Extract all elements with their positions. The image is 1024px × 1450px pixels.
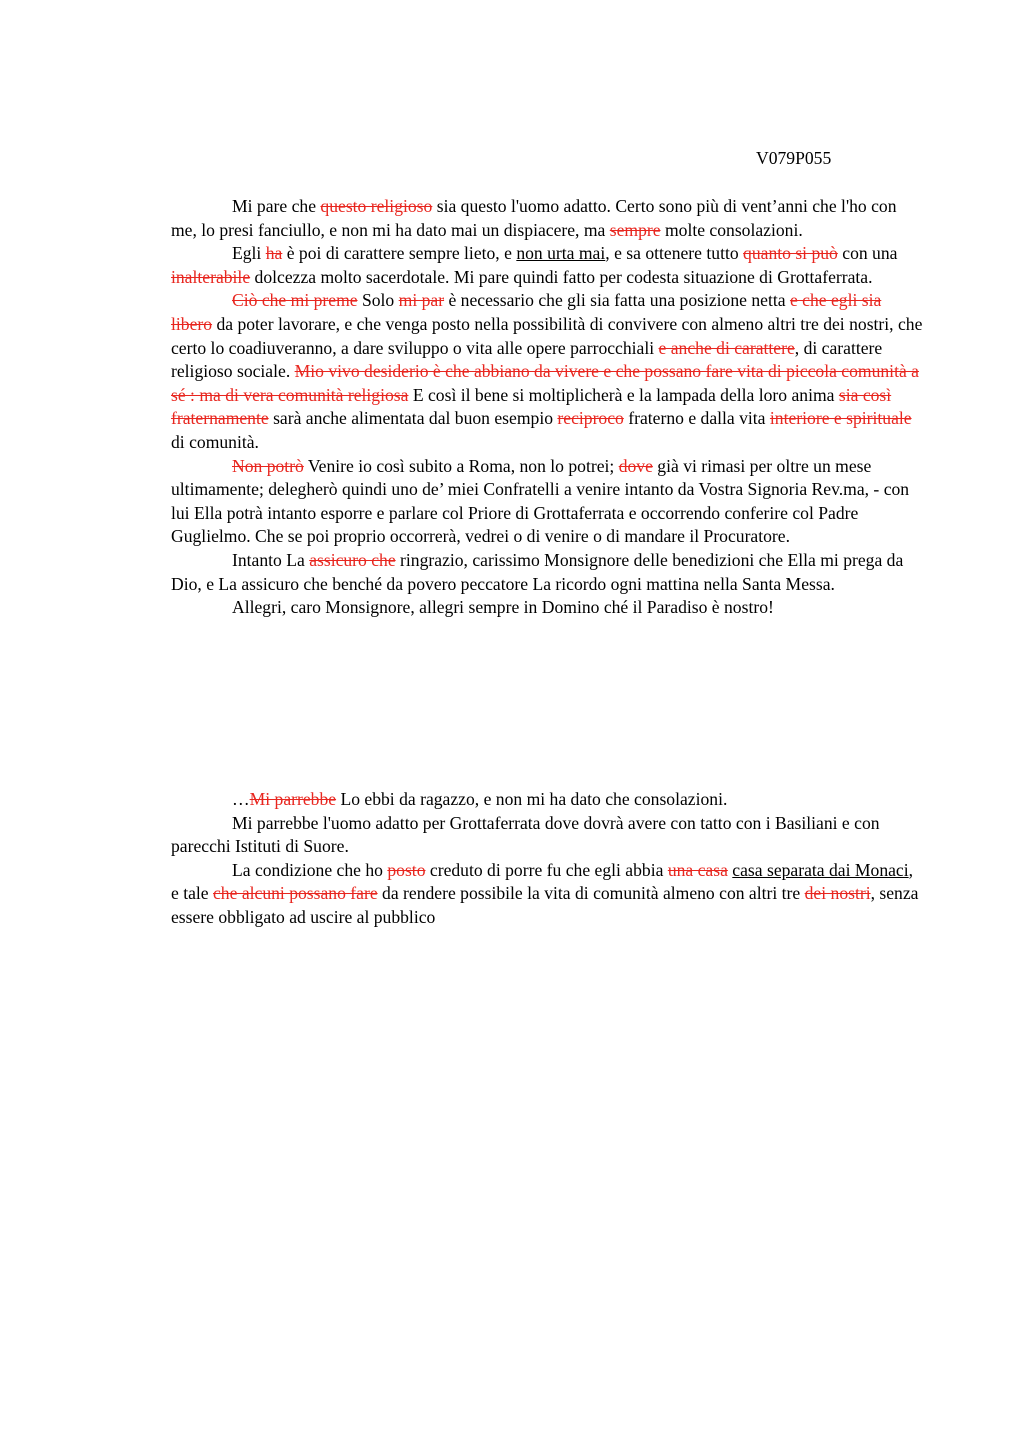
text-run: La condizione che ho xyxy=(232,859,388,880)
deleted-text: e che egli sia libero xyxy=(171,290,882,334)
text-run: è necessario che gli sia fatta una posizione netta xyxy=(444,290,790,311)
text-run: già vi rimasi per oltre un mese ultimamente; delegherò quindi uno de’ miei Confratelli a venire intanto da Vostra Signoria Rev.ma, - con lui Ella potrà intanto esporre e parlare col Priore di Grottaferrata e occorrendo conferire col Padre Guglielmo. Che se poi proprio occorrerà, vedrei o di venire o di mandare il Procuratore. xyxy=(171,455,910,547)
deleted-text: assicuro che xyxy=(309,549,396,570)
deleted-text: interiore e spirituale xyxy=(769,408,912,429)
deleted-text: inalterabile xyxy=(171,266,251,287)
text-run: , e sa ottenere tutto xyxy=(605,243,744,264)
text-run: , di carattere religioso sociale. xyxy=(171,337,883,382)
text-run: da rendere possibile la vita di comunità almeno con altri tre xyxy=(377,883,805,904)
deleted-text: che alcuni possano fare xyxy=(213,883,378,904)
text-run: Intanto La xyxy=(232,549,310,570)
deleted-text: quanto si può xyxy=(743,243,838,264)
deleted-text: Ciò che mi preme xyxy=(232,290,358,311)
text-run: , e tale xyxy=(171,859,914,904)
paragraph xyxy=(171,812,923,859)
paragraph xyxy=(171,242,923,289)
text-run: fraterno e dalla vita xyxy=(623,408,770,429)
paragraph xyxy=(171,289,923,454)
text-run: di comunità. xyxy=(171,431,259,452)
text-run: ringrazio, carissimo Monsignore delle benedizioni che Ella mi prega da Dio, e La assicuro che benché da povero peccatore La ricordo ogni mattina nella Santa Messa. xyxy=(171,549,904,594)
paragraph xyxy=(171,549,923,596)
text-run: molte consolazioni. xyxy=(660,219,803,240)
text-run: Venire io così subito a Roma, non lo potrei; xyxy=(303,455,619,476)
draft-fragment xyxy=(171,788,923,930)
deleted-text: Non potrò xyxy=(232,455,304,476)
deleted-text: dei nostri xyxy=(804,883,871,904)
text-run: è poi di carattere sempre lieto, e xyxy=(282,243,517,264)
deleted-text: Mi parrebbe xyxy=(249,789,337,809)
text-run: dolcezza molto sacerdotale. Mi pare quindi fatto per codesta situazione di Grottaferrata. xyxy=(250,266,873,287)
deleted-text: Mio vivo desiderio è che abbiano da vivere e che possano fare vita di piccola comunità a sé : ma di vera comunità religiosa xyxy=(171,361,919,405)
document-id: V079P055 xyxy=(756,148,832,168)
text-run: Mi pare che xyxy=(232,196,321,216)
deleted-text: e anche di carattere xyxy=(658,337,795,358)
text-run: Solo xyxy=(357,290,399,311)
text-run: E così il bene si moltiplicherà e la lampada della loro anima xyxy=(408,384,839,405)
text-run: , senza essere obbligato ad uscire al pubblico xyxy=(171,883,919,927)
deleted-text: reciproco xyxy=(557,408,624,429)
text-run: creduto di porre fu che egli abbia xyxy=(425,859,668,880)
paragraph xyxy=(171,788,923,812)
text-run: sarà anche alimentata dal buon esempio xyxy=(268,408,558,429)
deleted-text: questo religioso xyxy=(320,196,433,216)
text-run: … xyxy=(232,789,250,809)
text-run: Lo ebbi da ragazzo, e non mi ha dato che consolazioni. xyxy=(336,789,728,809)
deleted-text: sempre xyxy=(609,219,661,240)
text-run: Egli xyxy=(232,243,266,264)
deleted-text: sia così fraternamente xyxy=(171,384,892,429)
deleted-text: mi par xyxy=(398,290,445,311)
text-run: con una xyxy=(837,243,898,264)
underlined-text: casa separata dai Monaci xyxy=(732,859,909,880)
paragraph xyxy=(171,455,923,549)
paragraph xyxy=(171,859,923,930)
underlined-text: non urta mai xyxy=(516,243,606,264)
deleted-text: una casa xyxy=(667,859,728,880)
text-run: sia questo l'uomo adatto. Certo sono più di vent’anni che l'ho con me, lo presi fanciullo, e non mi ha dato mai un dispiacere, ma xyxy=(171,196,897,240)
deleted-text: posto xyxy=(387,859,426,880)
deleted-text: ha xyxy=(265,243,283,264)
text-run: Allegri, caro Monsignore, allegri sempre in Domino ché il Paradiso è nostro! xyxy=(232,597,774,618)
text-run: da poter lavorare, e che venga posto nella possibilità di convivere con almeno altri tre dei nostri, che certo lo coadiuveranno, a dare sviluppo o vita alle opere parrocchiali xyxy=(171,313,923,358)
text-run: Mi parrebbe l'uomo adatto per Grottaferrata dove dovrà avere con tatto con i Basiliani e con parecchi Istituti di Suore. xyxy=(171,812,880,857)
letter-body xyxy=(171,195,923,620)
deleted-text: dove xyxy=(618,455,653,476)
paragraph xyxy=(171,596,923,620)
paragraph xyxy=(171,195,923,242)
